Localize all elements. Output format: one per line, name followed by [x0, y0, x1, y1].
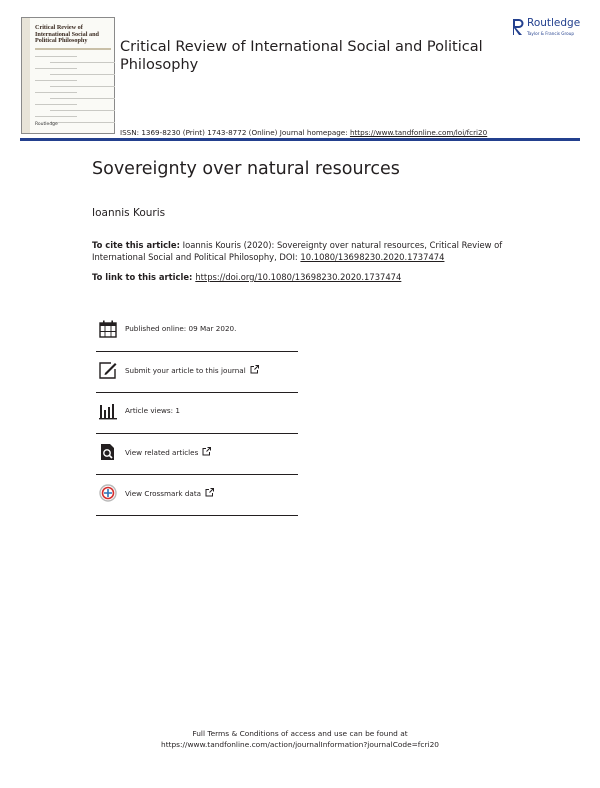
- journal-cover-image: [21, 17, 115, 134]
- related-articles-label: View related articles: [125, 448, 199, 457]
- footer-terms-link[interactable]: https://www.tandfonline.com/action/journalInformation?journalCode=fcri20: [161, 740, 439, 749]
- bar-chart-icon: [99, 402, 117, 420]
- submit-article-row[interactable]: [96, 352, 298, 393]
- published-row: [96, 311, 298, 352]
- issn-line: [120, 128, 487, 137]
- article-title: Sovereignty over natural resources: [92, 159, 400, 179]
- cover-contents-lines: [35, 56, 111, 128]
- footer: [0, 728, 600, 750]
- crossmark-label: View Crossmark data: [125, 489, 202, 498]
- published-label: Published online: 09 Mar 2020.: [125, 324, 237, 333]
- cover-band: [35, 48, 111, 50]
- edit-icon: [99, 361, 117, 379]
- submit-article-label: Submit your article to this journal: [125, 366, 246, 375]
- citation-block: [92, 240, 512, 263]
- external-link-icon: [205, 488, 214, 497]
- crossmark-icon: [99, 484, 117, 502]
- article-url-link[interactable]: https://doi.org/10.1080/13698230.2020.1737474: [195, 272, 402, 282]
- doi-link[interactable]: 10.1080/13698230.2020.1737474: [300, 251, 445, 262]
- header-rule: [20, 138, 580, 141]
- link-label: To link to this article:: [92, 272, 196, 282]
- submit-article-link[interactable]: [125, 365, 259, 375]
- calendar-icon: [99, 320, 117, 338]
- cover-title: Critical Review of International Social and Political Philosophy: [35, 24, 99, 45]
- cover-publisher: Routledge: [35, 122, 58, 127]
- cite-text: Ioannis Kouris (2020): Sovereignty over natural resources, Critical Review of International Social and Political Philosophy, DOI:: [92, 240, 503, 262]
- routledge-r-icon: [512, 18, 524, 36]
- publisher-name: Routledge: [527, 17, 581, 29]
- crossmark-link[interactable]: [125, 488, 214, 498]
- article-link-line: [92, 272, 401, 282]
- footer-terms-text: Full Terms & Conditions of access and use can be found at: [192, 729, 408, 738]
- info-rows: [96, 311, 298, 516]
- external-link-icon: [250, 365, 259, 374]
- cite-label: To cite this article:: [92, 240, 180, 250]
- related-articles-row[interactable]: [96, 434, 298, 475]
- search-document-icon: [99, 443, 117, 461]
- cover-spine: [22, 18, 30, 133]
- journal-title: Critical Review of International Social and Political Philosophy: [120, 39, 483, 73]
- article-views-label: Article views: 1: [125, 406, 180, 415]
- external-link-icon: [202, 447, 211, 456]
- journal-homepage-link[interactable]: https://www.tandfonline.com/loi/fcri20: [349, 128, 488, 137]
- crossmark-row[interactable]: [96, 475, 298, 516]
- related-articles-link[interactable]: [125, 447, 211, 457]
- article-author: Ioannis Kouris: [92, 207, 166, 219]
- issn-text: ISSN: 1369-8230 (Print) 1743-8772 (Online) Journal homepage:: [120, 128, 350, 137]
- article-views-row: [96, 393, 298, 434]
- publisher-tagline: Taylor & Francis Group: [527, 31, 575, 36]
